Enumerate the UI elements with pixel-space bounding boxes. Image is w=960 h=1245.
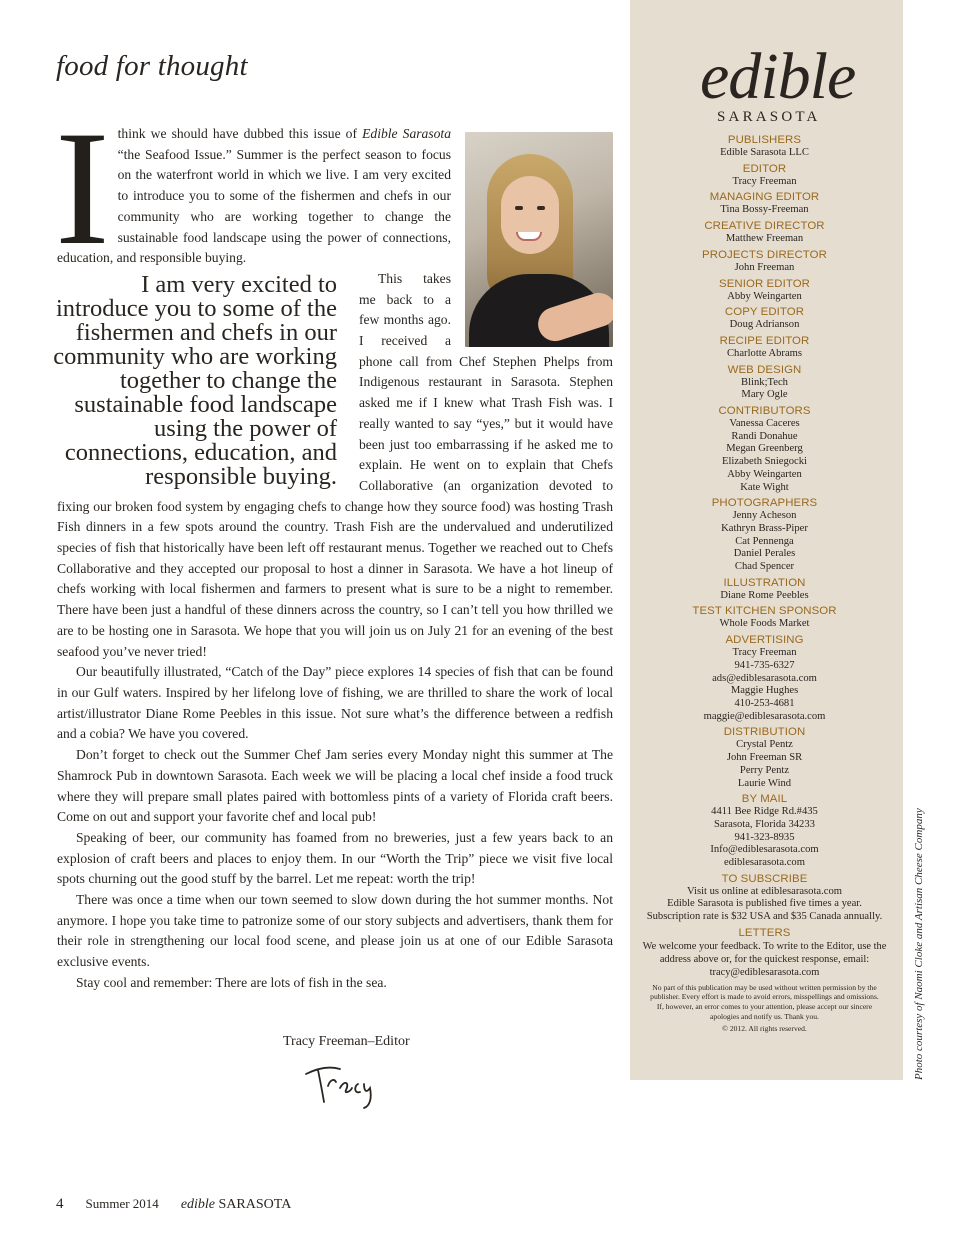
masthead-line: Tracy Freeman bbox=[732, 647, 797, 659]
masthead-line[interactable]: ads@ediblesarasota.com bbox=[712, 672, 817, 684]
masthead-line: Chad Spencer bbox=[734, 561, 795, 573]
masthead-line: Abby Weingarten bbox=[727, 468, 802, 480]
footer-brand bbox=[181, 1197, 292, 1213]
signoff: Tracy Freeman–Editor bbox=[283, 1034, 410, 1049]
masthead-line: Kathryn Brass-Piper bbox=[721, 522, 808, 534]
masthead-line: Subscription rate is $32 USA and $35 Canada annually. bbox=[646, 911, 883, 923]
masthead-line: Kate Wight bbox=[740, 481, 789, 493]
masthead-line: Randi Donahue bbox=[731, 430, 798, 442]
masthead-line[interactable]: maggie@ediblesarasota.com bbox=[703, 710, 826, 722]
magazine-name: Edible Sarasota bbox=[362, 126, 451, 141]
paragraph-5: Speaking of beer, our community has foamed from no breweries, just a few years back to an explosion of craft beers and places to enjoy them. In our “Worth the Trip” piece we visit five local spots churning out the good stuff by the barrel. Let me repeat: worth the trip! bbox=[57, 829, 613, 887]
logo-subtitle: SARASOTA bbox=[717, 109, 821, 125]
masthead-line: Laurie Wind bbox=[737, 777, 792, 789]
masthead-heading: PUBLISHERS bbox=[727, 134, 802, 146]
masthead-line: Perry Pentz bbox=[739, 764, 790, 776]
section-title: food for thought bbox=[56, 50, 248, 82]
masthead-heading: TEST KITCHEN SPONSOR bbox=[692, 605, 837, 618]
masthead-line: Blink;Tech bbox=[741, 376, 788, 388]
masthead-line: Matthew Freeman bbox=[725, 233, 804, 245]
masthead-line[interactable]: Info@ediblesarasota.com bbox=[710, 844, 819, 856]
editor-letter bbox=[53, 98, 613, 994]
footer-brand-name: SARASOTA bbox=[218, 1197, 292, 1212]
masthead-line: Doug Adrianson bbox=[729, 319, 800, 331]
masthead-line: Edible Sarasota LLC bbox=[720, 147, 809, 158]
masthead-line: Tina Bossy-Freeman bbox=[720, 204, 809, 216]
paragraph-1 bbox=[55, 98, 613, 279]
masthead-heading: PHOTOGRAPHERS bbox=[711, 497, 818, 510]
intro-text-cont: “the Seafood Issue.” Summer is the perfect season to focus on the waterfront world in which we live. I am very excited to introduce you to some of the fishermen and chefs in our community who are working together to change the sustainable food landscape using the power of connections, education, and responsible buying. bbox=[57, 146, 451, 266]
masthead-heading: CREATIVE DIRECTOR bbox=[704, 220, 825, 233]
page-number: 4 bbox=[56, 1196, 64, 1212]
masthead-line: Daniel Perales bbox=[733, 548, 796, 560]
masthead-line[interactable]: ediblesarasota.com bbox=[724, 857, 805, 869]
masthead-heading: RECIPE EDITOR bbox=[719, 334, 810, 347]
masthead-line: 4411 Bee Ridge Rd.#435 bbox=[711, 806, 818, 818]
fine-print: No part of this publication may be used without written permission by the publisher. Every effort is made to avoid errors, misspellings and omissions. If, however, an error comes to your attention, please accept our sincere apologies and notify us. Thank you. bbox=[650, 982, 879, 1021]
masthead-line: Whole Foods Market bbox=[719, 618, 810, 630]
intro-text: think we should have dubbed this issue of bbox=[117, 126, 363, 141]
masthead-line: Maggie Hughes bbox=[730, 685, 799, 697]
masthead-line: Megan Greenberg bbox=[726, 443, 803, 455]
masthead-heading: CONTRIBUTORS bbox=[718, 405, 811, 418]
masthead-line: 410-253-4681 bbox=[734, 697, 795, 709]
masthead-heading: COPY EDITOR bbox=[724, 306, 805, 319]
masthead-line: Charlotte Abrams bbox=[726, 347, 803, 359]
masthead-line: Elizabeth Sniegocki bbox=[721, 456, 808, 468]
pull-quote: I am very excited to introduce you to some of the fishermen and chefs in our community who are working together to change the sustainable food landscape using the power of connections, education, and responsible buying. bbox=[53, 270, 337, 490]
signature-graphic bbox=[300, 1058, 384, 1110]
masthead-line: Diane Rome Peebles bbox=[720, 589, 809, 601]
drop-cap: I bbox=[55, 98, 110, 279]
paragraph-7: Stay cool and remember: There are lots of fish in the sea. bbox=[76, 974, 387, 990]
paragraph-4: Don’t forget to check out the Summer Chef Jam series every Monday night this summer at The Shamrock Pub in downtown Sarasota. Each week we will be placing a local chef inside a food truck where they will prepare small plates paired with bottomless pints of a variety of Florida craft beers. Come on out and support your favorite chef and local pub! bbox=[57, 747, 613, 825]
masthead-heading: ILLUSTRATION bbox=[723, 576, 806, 589]
masthead-heading: EDITOR bbox=[742, 162, 787, 175]
page-footer bbox=[56, 1196, 291, 1213]
masthead-heading: WEB DESIGN bbox=[727, 363, 802, 376]
letters-heading: LETTERS bbox=[738, 926, 791, 939]
footer-brand-italic: edible bbox=[180, 1197, 216, 1212]
copyright: © 2012. All rights reserved. bbox=[722, 1024, 807, 1034]
paragraph-2-text: This takes me back to a few months ago. I received a phone call from Chef Stephen Phelps from Indigenous restaurant in Sarasota. Stephen asked me if I knew what Trash Fish was. I really wanted to say “yes,” but it would have been just too embarrassing if he asked me to explain. He went on to explain that Chefs Collaborative (an organization devoted to fixing our broken food system by engaging chefs to change how they source food) was hosting Trash Fish dinners in a few spots around the country. Trash Fish are the undervalued and underutilized species of fish that historically have been left off restaurant menus. Together we reached out to Chefs Collaborative and they accepted our proposal to host a dinner in Sarasota. We have a hot lineup of chefs working with local fishermen and farmers to present what is sure to be a night to remember. There have been just a handful of these dinners across the country, so I can’t tell you how thrilled we are to be hosting one in Sarasota. We hope that you will join us on July 21 for an evening of the best seafood you’ve never tried! bbox=[57, 270, 613, 659]
masthead-heading: BY MAIL bbox=[741, 793, 788, 806]
issue-label: Summer 2014 bbox=[85, 1196, 159, 1211]
letters-text: We welcome your feedback. To write to the Editor, use the address above or, for the quickest response, email: tracy@ediblesarasota.com bbox=[642, 940, 887, 978]
masthead-line: John Freeman SR bbox=[726, 752, 803, 764]
masthead-line[interactable]: Visit us online at ediblesarasota.com bbox=[687, 885, 842, 897]
masthead-line: Sarasota, Florida 34233 bbox=[714, 818, 815, 830]
photo-credit: Photo courtesy of Naomi Cloke and Artisan Cheese Company bbox=[913, 808, 925, 1080]
masthead-heading: DISTRIBUTION bbox=[723, 726, 806, 739]
masthead-heading: ADVERTISING bbox=[725, 634, 804, 647]
masthead-line: Vanessa Caceres bbox=[729, 418, 800, 430]
masthead-line: Edible Sarasota is published five times a year. bbox=[667, 898, 862, 910]
masthead-sidebar bbox=[630, 0, 903, 1080]
paragraph-6: There was once a time when our town seemed to slow down during the hot summer months. Not anymore. I hope you take time to patronize some of our story subjects and advertisers, thank them for their role in strengthening our local food scene, and please join us at one of our Edible Sarasota exclusive events. bbox=[57, 892, 613, 970]
editor-photo bbox=[465, 132, 613, 347]
masthead-list bbox=[630, 131, 899, 1034]
masthead-line: Abby Weingarten bbox=[727, 290, 802, 302]
masthead-line: Tracy Freeman bbox=[732, 175, 797, 187]
masthead-line: 941-323-8935 bbox=[734, 831, 795, 843]
masthead-heading: TO SUBSCRIBE bbox=[721, 872, 808, 885]
masthead-heading: PROJECTS DIRECTOR bbox=[702, 248, 827, 261]
masthead-heading: MANAGING EDITOR bbox=[709, 191, 820, 204]
masthead-line: John Freeman bbox=[734, 261, 795, 273]
paragraph-3: Our beautifully illustrated, “Catch of the Day” piece explores 14 species of fish that can be found in our Gulf waters. Inspired by her lifelong love of fishing, we are thrilled to share the work of local artist/illustrator Diane Rome Peebles in this issue. Not sure what’s the difference between a redfish and a cobia? We have you covered. bbox=[57, 664, 613, 742]
masthead-line: Crystal Pentz bbox=[736, 739, 793, 751]
edible-logo: edible bbox=[700, 40, 856, 113]
masthead-line: 941-735-6327 bbox=[734, 659, 795, 671]
masthead-line: Mary Ogle bbox=[741, 389, 788, 401]
masthead-heading: SENIOR EDITOR bbox=[719, 277, 810, 290]
masthead-line: Jenny Acheson bbox=[732, 510, 797, 522]
masthead-line: Cat Pennenga bbox=[735, 535, 794, 547]
